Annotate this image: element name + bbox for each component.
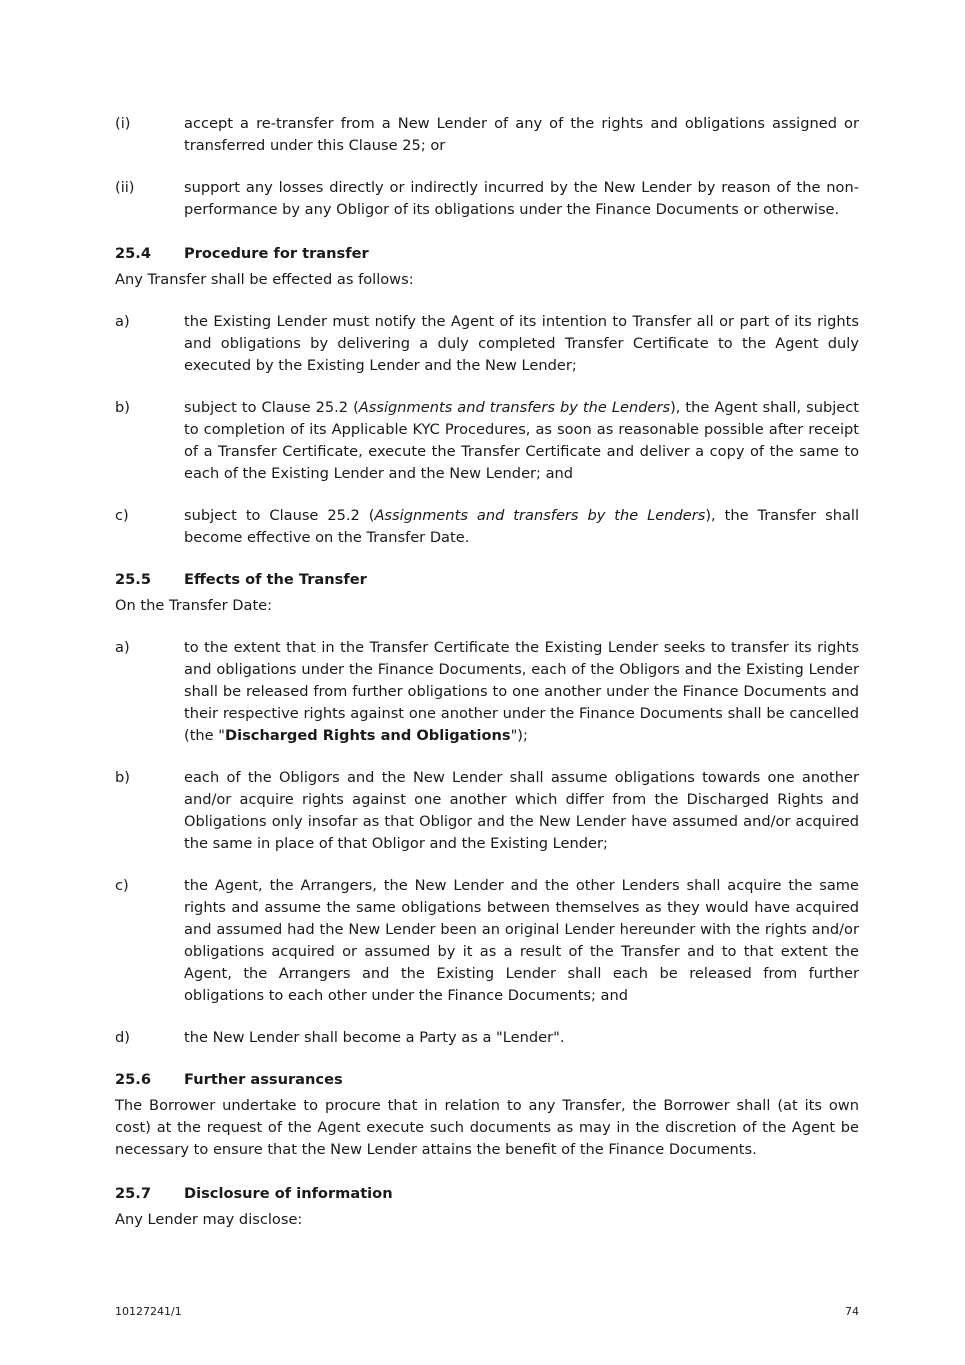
item-text: each of the Obligors and the New Lender shall assume obligations towards one another and/or acquire rights against one another which differ from the Discharged Rights and Obligations only insofar as that Obligor and the New Lender have assumed and/or acquired the same in place of that Obligor and the Existing Lender; — [184, 769, 859, 852]
text-run: to the extent that in the Transfer Certificate the Existing Lender seeks to transfer its rights and obligations under the Finance Documents, each of the Obligors and the Existing Lender shall be released from further obligations to one another under the Finance Documents and their respective rights against one another under the Finance Documents shall be cancelled (the " — [184, 639, 859, 744]
item-number: c) — [115, 877, 129, 894]
page-number: 74 — [845, 1305, 859, 1318]
item-text — [184, 505, 859, 549]
item-number: c) — [115, 507, 129, 524]
text-run: "); — [510, 727, 528, 744]
item-text: support any losses directly or indirectly incurred by the New Lender by reason of the non-performance by any Obligor of its obligations under the Finance Documents or otherwise. — [184, 179, 859, 218]
defined-term: Discharged Rights and Obligations — [225, 727, 511, 744]
item-text: the New Lender shall become a Party as a "Lender". — [184, 1029, 565, 1046]
section-number: 25.7 — [115, 1185, 152, 1202]
item-number: b) — [115, 769, 130, 786]
list-item — [115, 1027, 859, 1049]
document-id: 10127241/1 — [115, 1305, 182, 1318]
section-title: Effects of the Transfer — [184, 571, 367, 588]
section-number: 25.4 — [115, 245, 152, 262]
list-item — [115, 637, 859, 747]
section-heading-25-5 — [115, 569, 859, 591]
section-heading-25-4 — [115, 243, 859, 265]
item-text: the Agent, the Arrangers, the New Lender and the other Lenders shall acquire the same rights and assume the same obligations between themselves as they would have acquired and assumed had the New Lender been an original Lender hereunder with the rights and/or obligations acquired or assumed by it as a result of the Transfer and to that extent the Agent, the Arrangers and the Existing Lender shall each be released from further obligations to each other under the Finance Documents; and — [184, 877, 859, 1004]
item-text — [184, 397, 859, 485]
section-heading-25-6 — [115, 1069, 859, 1091]
clause-reference: Assignments and transfers by the Lenders — [358, 399, 671, 416]
text-run: ), the Agent shall, subject to completion of its Applicable KYC Procedures, as soon as reasonable possible after receipt of a Transfer Certificate, execute the Transfer Certificate and deliver a copy of the same to each of the Existing Lender and the New Lender; and — [184, 399, 859, 482]
page-footer — [115, 1301, 859, 1323]
item-number: b) — [115, 399, 130, 416]
item-number: a) — [115, 313, 130, 330]
section-lead: Any Transfer shall be effected as follows: — [115, 271, 414, 288]
section-title: Further assurances — [184, 1071, 343, 1088]
section-title: Procedure for transfer — [184, 245, 369, 262]
section-paragraph: The Borrower undertake to procure that in relation to any Transfer, the Borrower shall (at its own cost) at the request of the Agent execute such documents as may in the discretion of the Agent be necessary to ensure that the New Lender attains the benefit of the Finance Documents. — [115, 1097, 859, 1158]
section-number: 25.6 — [115, 1071, 152, 1088]
item-number: (ii) — [115, 179, 135, 196]
item-text: accept a re-transfer from a New Lender of any of the rights and obligations assigned or transferred under this Clause 25; or — [184, 115, 859, 154]
list-item — [115, 767, 859, 855]
item-number: (i) — [115, 115, 131, 132]
item-number: a) — [115, 639, 130, 656]
item-text: the Existing Lender must notify the Agent of its intention to Transfer all or part of its rights and obligations by delivering a duly completed Transfer Certificate to the Agent duly executed by the Existing Lender and the New Lender; — [184, 313, 859, 374]
list-item — [115, 505, 859, 549]
section-title: Disclosure of information — [184, 1185, 393, 1202]
text-run: subject to Clause 25.2 ( — [184, 399, 359, 416]
text-run: ), the Transfer shall become effective on the Transfer Date. — [184, 507, 859, 546]
list-item — [115, 311, 859, 377]
item-number: d) — [115, 1029, 130, 1046]
text-run: subject to Clause 25.2 ( — [184, 507, 375, 524]
document-page — [115, 113, 859, 1251]
list-item — [115, 113, 859, 157]
section-heading-25-7 — [115, 1183, 859, 1205]
item-text — [184, 637, 859, 747]
list-item — [115, 177, 859, 221]
clause-reference: Assignments and transfers by the Lenders — [374, 507, 706, 524]
list-item — [115, 397, 859, 485]
section-number: 25.5 — [115, 571, 152, 588]
section-lead: Any Lender may disclose: — [115, 1211, 303, 1228]
section-lead: On the Transfer Date: — [115, 597, 273, 614]
list-item — [115, 875, 859, 1007]
